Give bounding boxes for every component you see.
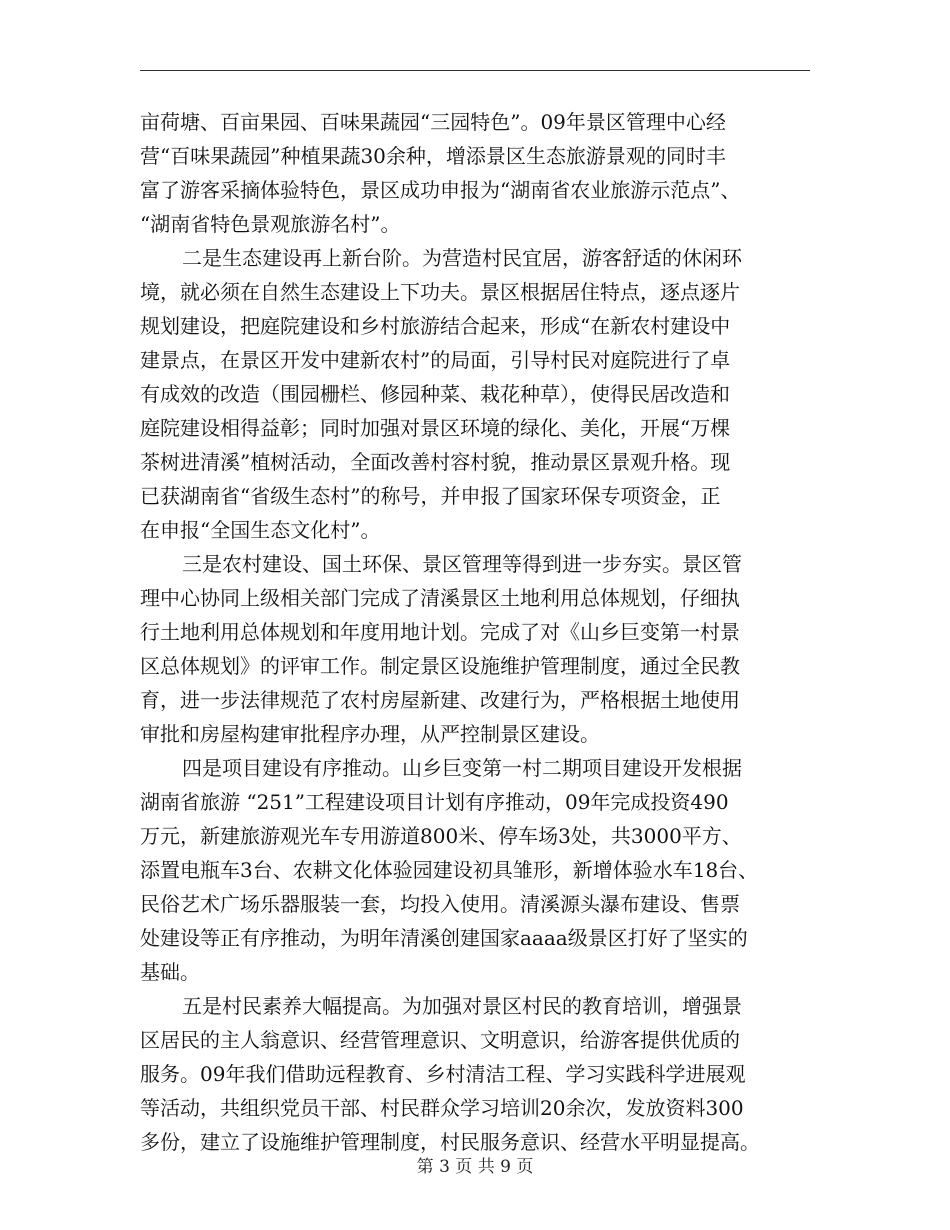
text-line: 行土地利用总体规划和年度用地计划。完成了对《山乡巨变第一村景 (140, 620, 740, 644)
text-line: 民俗艺术广场乐器服装一套，均投入使用。清溪源头瀑布建设、售票 (140, 892, 740, 916)
text-line: 万元，新建旅游观光车专用游道800米、停车场3处，共3000平方、 (140, 824, 742, 848)
text-line: 亩荷塘、百亩果园、百味果蔬园“三园特色”。09年景区管理中心经 (140, 110, 726, 134)
paragraph (140, 751, 812, 989)
text-line: 处建设等正有序推动，为明年清溪创建国家aaaa级景区打好了坚实的 (140, 926, 748, 950)
text-line: 多份，建立了设施维护管理制度，村民服务意识、经营水平明显提高。 (140, 1130, 760, 1154)
paragraph (140, 105, 812, 241)
text-line: 湖南省旅游 “251”工程建设项目计划有序推动，09年完成投资490 (140, 790, 729, 814)
text-line: 富了游客采摘体验特色，景区成功申报为“湖南省农业旅游示范点”、 (140, 178, 741, 202)
text-line: 服务。09年我们借助远程教育、乡村清洁工程、学习实践科学进展观 (140, 1062, 746, 1086)
text-line: 规划建设，把庭院建设和乡村旅游结合起来，形成“在新农村建设中 (140, 314, 731, 338)
paragraph (140, 989, 812, 1159)
header-rule (140, 70, 810, 71)
page-footer: 第 3 页 共 9 页 (416, 1157, 534, 1177)
text-line: 基础。 (140, 960, 200, 984)
text-line: 在申报“全国生态文化村”。 (140, 518, 381, 542)
text-line: 庭院建设相得益彰；同时加强对景区环境的绿化、美化，开展“万棵 (140, 416, 731, 440)
paragraph (140, 241, 812, 547)
text-line: 已获湖南省“省级生态村”的称号，并申报了国家环保专项资金，正 (140, 484, 721, 508)
text-line: 境，就必须在自然生态建设上下功夫。景区根据居住特点，逐点逐片 (140, 280, 740, 304)
text-line: 三是农村建设、国土环保、景区管理等得到进一步夯实。景区管 (182, 552, 742, 576)
text-line: 审批和房屋构建审批程序办理，从严控制景区建设。 (140, 722, 600, 746)
text-line: 四是项目建设有序推动。山乡巨变第一村二期项目建设开发根据 (182, 756, 742, 780)
text-line: 等活动，共组织党员干部、村民群众学习培训20余次，发放资料300 (140, 1096, 744, 1120)
text-line: “湖南省特色景观旅游名村”。 (140, 212, 401, 236)
paragraph (140, 547, 812, 751)
text-line: 有成效的改造（围园栅栏、修园种菜、栽花种草），使得民居改造和 (140, 382, 730, 406)
text-line: 营“百味果蔬园”种植果蔬30余种，增添景区生态旅游景观的同时丰 (140, 144, 726, 168)
text-line: 区总体规划》的评审工作。制定景区设施维护管理制度，通过全民教 (140, 654, 740, 678)
text-line: 区居民的主人翁意识、经营管理意识、文明意识，给游客提供优质的 (140, 1028, 740, 1052)
text-line: 五是村民素养大幅提高。为加强对景区村民的教育培训，增强景 (182, 994, 742, 1018)
document-body (140, 105, 812, 1159)
text-line: 育，进一步法律规范了农村房屋新建、改建行为，严格根据土地使用 (140, 688, 740, 712)
text-line: 理中心协同上级相关部门完成了清溪景区土地利用总体规划，仔细执 (140, 586, 740, 610)
text-line: 建景点，在景区开发中建新农村”的局面，引导村民对庭院进行了卓 (140, 348, 731, 372)
text-line: 茶树进清溪”植树活动，全面改善村容村貌，推动景区景观升格。现 (140, 450, 731, 474)
text-line: 添置电瓶车3台、农耕文化体验园建设初具雏形，新增体验水车18台、 (140, 858, 759, 882)
text-line: 二是生态建设再上新台阶。为营造村民宜居，游客舒适的休闲环 (182, 246, 742, 270)
